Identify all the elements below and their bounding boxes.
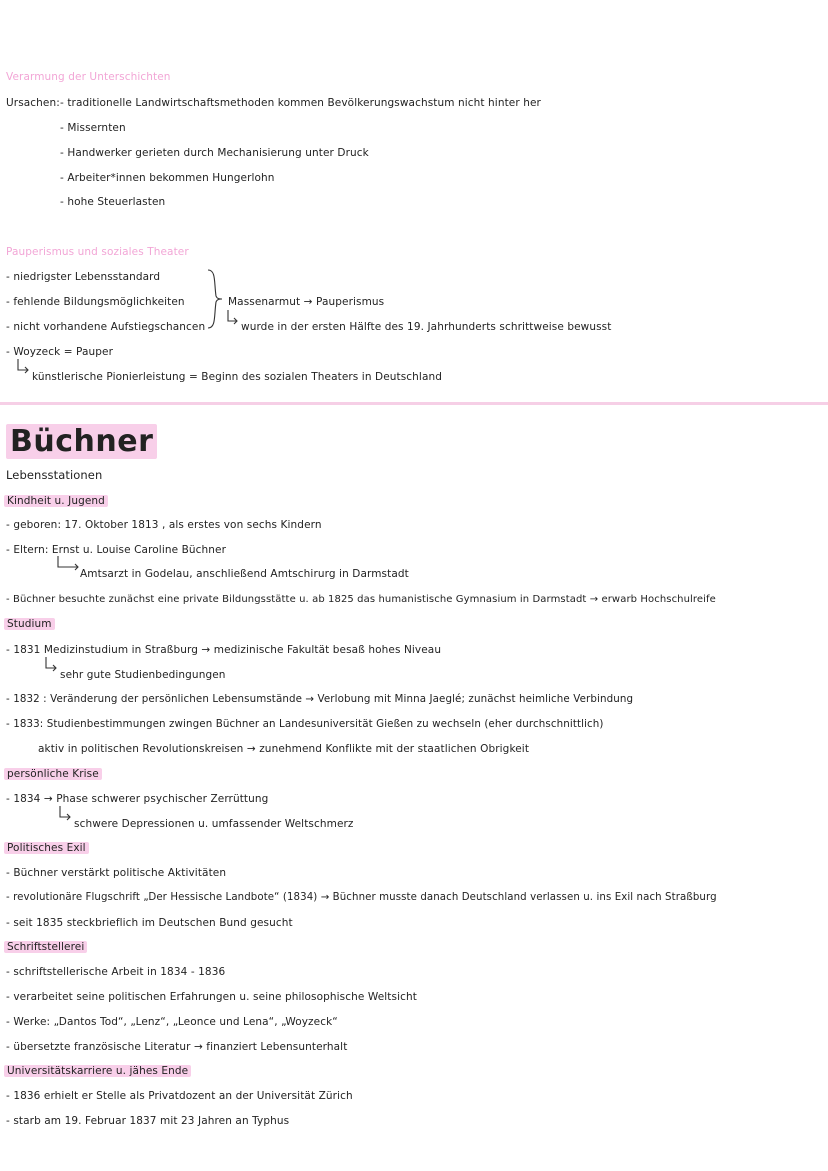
brace-note: wurde in der ersten Hälfte des 19. Jahrhunderts schrittweise bewusst: [241, 321, 612, 333]
hook-arrow-icon: [16, 359, 32, 375]
exil-line: - revolutionäre Flugschrift „Der Hessische Landbote“ (1834) → Büchner musste danach Deutschland verlassen u. ins Exil nach Straßburg: [6, 892, 717, 903]
heading-exil: [4, 841, 89, 855]
cause-item: - hohe Steuerlasten: [60, 196, 166, 208]
cause-item: - traditionelle Landwirtschaftsmethoden kommen Bevölkerungswachstum nicht hinter her: [60, 97, 541, 109]
woyzeck-note: künstlerische Pionierleistung = Beginn des sozialen Theaters in Deutschland: [32, 371, 442, 383]
karriere-line: - starb am 19. Februar 1837 mit 23 Jahren an Typhus: [6, 1115, 290, 1127]
studium-line: - 1831 Medizinstudium in Straßburg → medizinische Fakultät besaß hohes Niveau: [6, 644, 442, 656]
heading-schrift-text: Schriftstellerei: [4, 941, 87, 953]
causes-label: Ursachen:: [6, 97, 60, 109]
hook-arrow-icon: [58, 806, 74, 822]
heading-krise: [4, 767, 102, 781]
schrift-line: - schriftstellerische Arbeit in 1834 - 1836: [6, 966, 226, 978]
page-title: [6, 424, 157, 460]
heading-studium: [4, 617, 55, 631]
cause-item: - Arbeiter*innen bekommen Hungerlohn: [60, 172, 275, 184]
pauper-item: - fehlende Bildungsmöglichkeiten: [6, 296, 185, 308]
studium-note: sehr gute Studienbedingungen: [60, 669, 226, 681]
studium-line: - 1832 : Veränderung der persönlichen Lebensumstände → Verlobung mit Minna Jaeglé; zunächst heimliche Verbindung: [6, 693, 634, 705]
pauper-item: - nicht vorhandene Aufstiegschancen: [6, 321, 206, 333]
heading-karriere: [4, 1064, 191, 1078]
heading-karriere-text: Universitätskarriere u. jähes Ende: [4, 1065, 191, 1077]
brace-result: Massenarmut → Pauperismus: [228, 296, 385, 308]
woyzeck-line: - Woyzeck = Pauper: [6, 346, 114, 358]
krise-line: - 1834 → Phase schwerer psychischer Zerrüttung: [6, 793, 269, 805]
studium-line: - 1833: Studienbestimmungen zwingen Büchner an Landesuniversität Gießen zu wechseln (eher durchschnittlich): [6, 718, 604, 730]
heading-schrift: [4, 940, 87, 954]
heading-kindheit-text: Kindheit u. Jugend: [4, 495, 108, 507]
school-line: - Büchner besuchte zunächst eine private Bildungsstätte u. ab 1825 das humanistische Gymnasium in Darmstadt → erwarb Hochschulreife: [6, 594, 716, 605]
pauper-item: - niedrigster Lebensstandard: [6, 271, 161, 283]
schrift-line: - verarbeitet seine politischen Erfahrungen u. seine philosophische Weltsicht: [6, 991, 417, 1003]
heading-pauperismus: Pauperismus und soziales Theater: [6, 246, 189, 258]
born-line: - geboren: 17. Oktober 1813 , als erstes von sechs Kindern: [6, 519, 322, 531]
cause-item: - Handwerker gerieten durch Mechanisierung unter Druck: [60, 147, 369, 159]
heading-verarmung: Verarmung der Unterschichten: [6, 71, 171, 83]
parents-note: Amtsarzt in Godelau, anschließend Amtschirurg in Darmstadt: [80, 568, 409, 580]
krise-note: schwere Depressionen u. umfassender Weltschmerz: [74, 818, 354, 830]
hook-arrow-icon: [56, 556, 82, 572]
schrift-line: - Werke: „Dantos Tod“, „Lenz“, „Leonce und Lena“, „Woyzeck“: [6, 1016, 338, 1028]
karriere-line: - 1836 erhielt er Stelle als Privatdozent an der Universität Zürich: [6, 1090, 353, 1102]
hook-arrow-icon: [226, 310, 240, 326]
curly-brace-icon: [204, 268, 224, 330]
exil-line: - seit 1835 steckbrieflich im Deutschen Bund gesucht: [6, 917, 293, 929]
page-title-text: Büchner: [6, 424, 157, 459]
studium-line: aktiv in politischen Revolutionskreisen → zunehmend Konflikte mit der staatlichen Obrigkeit: [38, 743, 530, 755]
heading-exil-text: Politisches Exil: [4, 842, 89, 854]
heading-kindheit: [4, 494, 108, 508]
exil-line: - Büchner verstärkt politische Aktivitäten: [6, 867, 227, 879]
cause-item: - Missernten: [60, 122, 126, 134]
parents-line: - Eltern: Ernst u. Louise Caroline Büchner: [6, 544, 227, 556]
section-divider: [0, 402, 828, 405]
heading-studium-text: Studium: [4, 618, 55, 630]
hook-arrow-icon: [44, 657, 60, 673]
heading-krise-text: persönliche Krise: [4, 768, 102, 780]
schrift-line: - übersetzte französische Literatur → finanziert Lebensunterhalt: [6, 1041, 348, 1053]
subtitle: Lebensstationen: [6, 468, 103, 482]
